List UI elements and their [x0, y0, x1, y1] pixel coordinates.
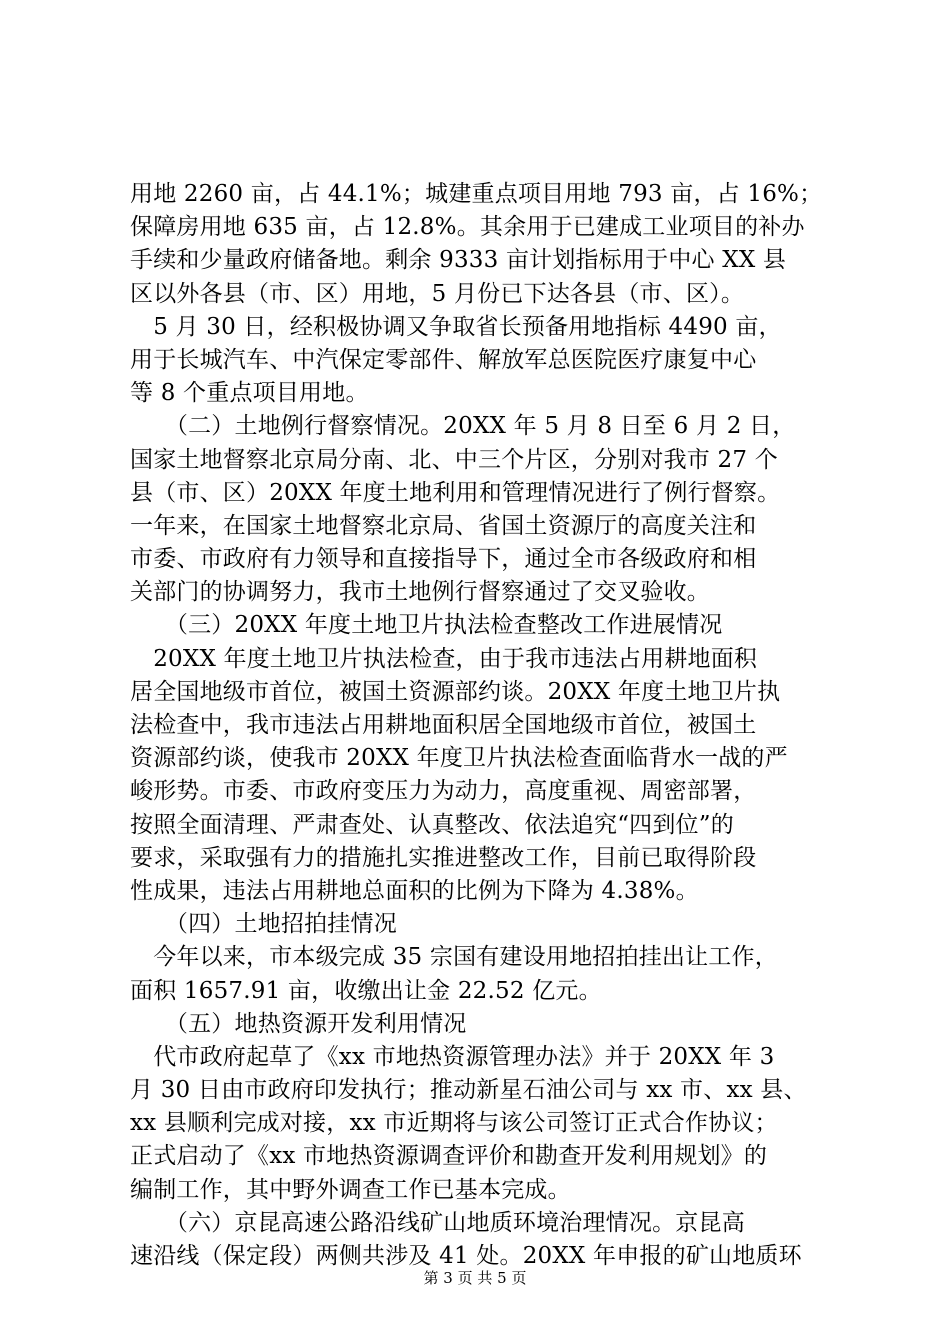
- text-line: 用地 2260 亩，占 44.1%；城建重点项目用地 793 亩，占 16%；: [130, 181, 823, 207]
- text-line: 20XX 年度土地卫片执法检查，由于我市违法占用耕地面积: [130, 645, 758, 672]
- page-number-label: 第 3 页 共 5 页: [423, 1269, 527, 1287]
- text-line: 一年来，在国家土地督察北京局、省国土资源厅的高度关注和: [130, 512, 757, 539]
- text-line: 峻形势。市委、市政府变压力为动力，高度重视、周密部署，: [130, 778, 757, 805]
- text-line: 月 30 日由市政府印发执行；推动新星石油公司与 xx 市、xx 县、: [130, 1077, 807, 1104]
- text-line: 区以外各县（市、区）用地，5 月份已下达各县（市、区）。: [130, 280, 745, 307]
- text-line: 资源部约谈，使我市 20XX 年度卫片执法检查面临背水一战的严: [130, 745, 788, 772]
- text-line: 关部门的协调努力，我市土地例行督察通过了交叉验收。: [130, 579, 710, 606]
- section-heading-6: （六）京昆高速公路沿线矿山地质环境治理情况。京昆高: [130, 1209, 745, 1236]
- text-line: 市委、市政府有力领导和直接指导下，通过全市各级政府和相: [130, 546, 757, 573]
- section-heading-4: （四）土地招拍挂情况: [130, 911, 397, 938]
- text-line: 代市政府起草了《xx 市地热资源管理办法》并于 20XX 年 3: [130, 1043, 775, 1070]
- text-line: 县（市、区）20XX 年度土地利用和管理情况进行了例行督察。: [130, 479, 781, 506]
- text-line: 要求，采取强有力的措施扎实推进整改工作，目前已取得阶段: [130, 844, 757, 871]
- text-line: 按照全面清理、严肃查处、认真整改、依法追究“四到位”的: [130, 811, 734, 838]
- text-line: 面积 1657.91 亩，收缴出让金 22.52 亿元。: [130, 977, 602, 1004]
- section-heading-2: （二）土地例行督察情况。20XX 年 5 月 8 日至 6 月 2 日，: [130, 413, 796, 440]
- text-line: 速沿线（保定段）两侧共涉及 41 处。20XX 年申报的矿山地质环: [130, 1243, 802, 1269]
- text-line: 居全国地级市首位，被国土资源部约谈。20XX 年度土地卫片执: [130, 678, 781, 705]
- text-line: 5 月 30 日，经积极协调又争取省长预备用地指标 4490 亩，: [130, 313, 782, 340]
- text-line: 编制工作，其中野外调查工作已基本完成。: [130, 1176, 571, 1203]
- text-line: 国家土地督察北京局分南、北、中三个片区，分别对我市 27 个: [130, 446, 778, 473]
- text-line: 正式启动了《xx 市地热资源调查评价和勘查开发利用规划》的: [130, 1143, 768, 1170]
- text-line: 用于长城汽车、中汽保定零部件、解放军总医院医疗康复中心: [130, 346, 757, 373]
- text-line: 保障房用地 635 亩，占 12.8%。其余用于已建成工业项目的补办: [130, 214, 805, 241]
- text-line: 今年以来，市本级完成 35 宗国有建设用地招拍挂出让工作，: [130, 944, 778, 971]
- text-line: 法检查中，我市违法占用耕地面积居全国地级市首位，被国土: [130, 712, 757, 738]
- document-body: [130, 178, 830, 1273]
- text-line: 等 8 个重点项目用地。: [130, 380, 369, 407]
- text-line: 性成果，违法占用耕地总面积的比例为下降为 4.38%。: [130, 877, 699, 904]
- text-line: 手续和少量政府储备地。剩余 9333 亩计划指标用于中心 XX 县: [130, 247, 787, 274]
- page-footer: [0, 1268, 950, 1288]
- text-line: xx 县顺利完成对接，xx 市近期将与该公司签订正式合作协议；: [130, 1110, 778, 1137]
- section-heading-3: （三）20XX 年度土地卫片执法检查整改工作进展情况: [130, 612, 723, 639]
- section-heading-5: （五）地热资源开发利用情况: [130, 1010, 467, 1037]
